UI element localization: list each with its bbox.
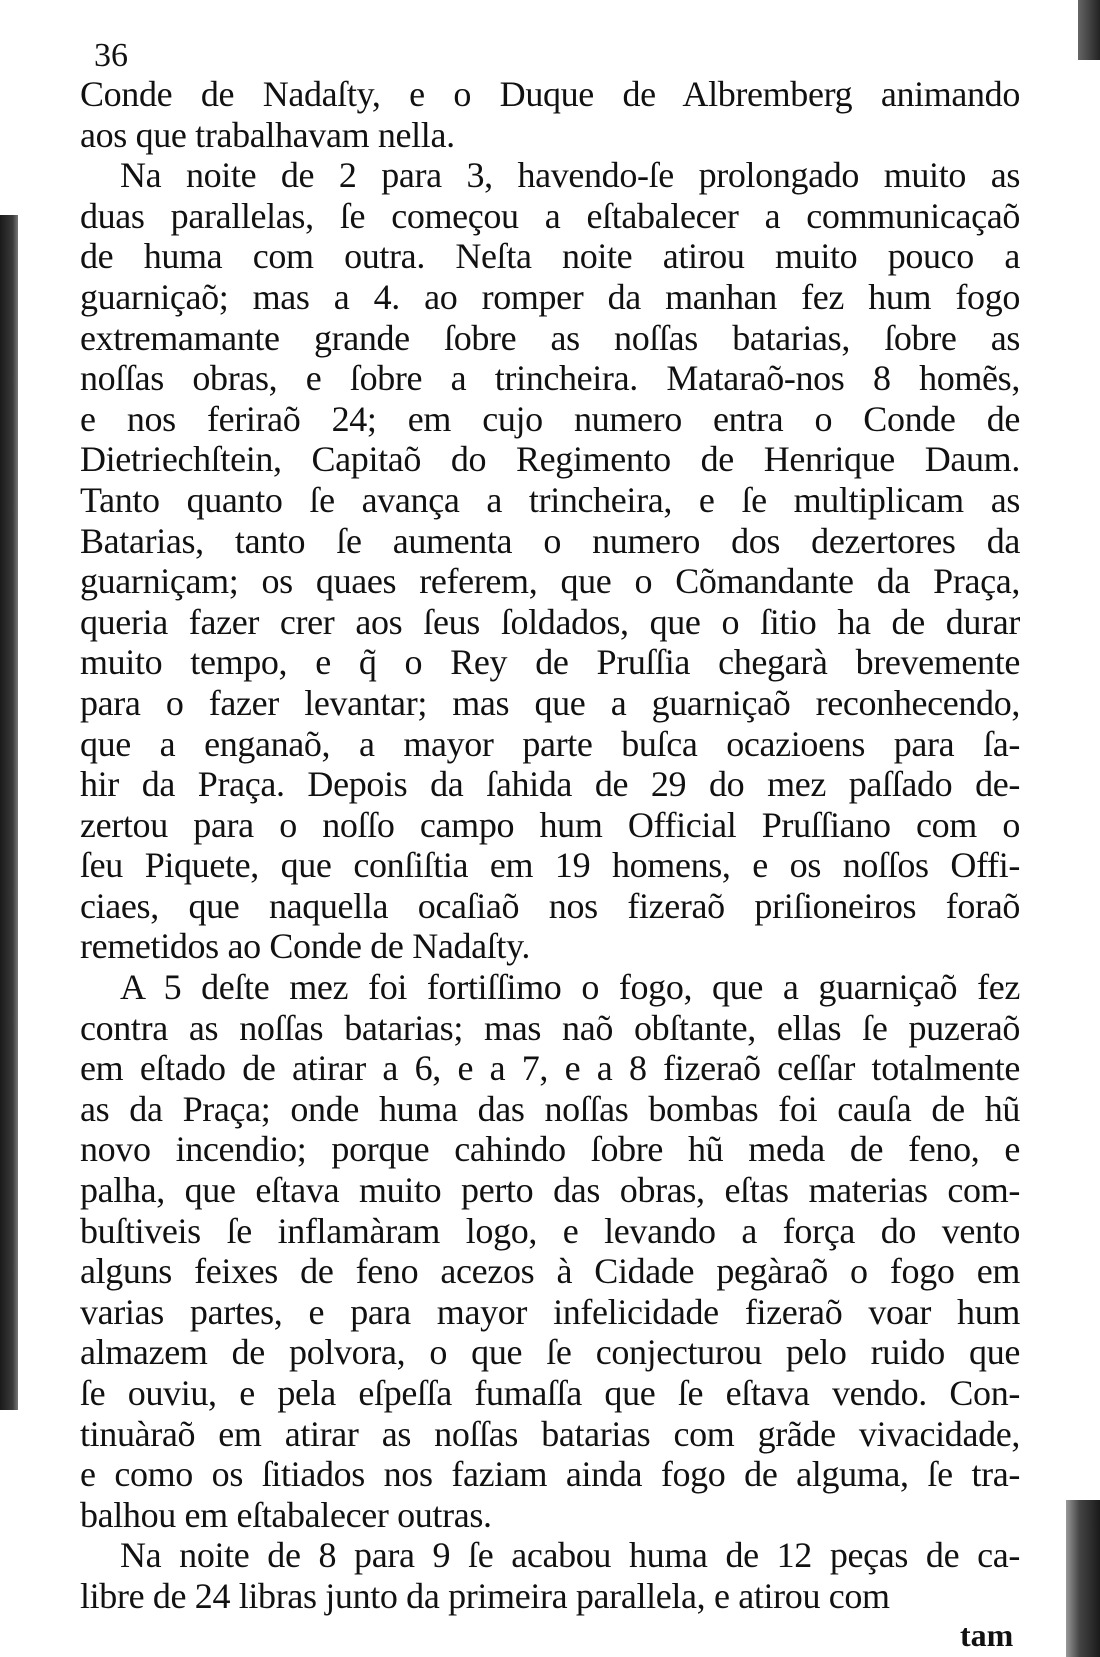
text-line: Na noite de 2 para 3, havendo-ſe prolongado muito as	[120, 155, 1020, 196]
text-line: novo incendio; porque cahindo ſobre hũ meda de feno, e	[80, 1129, 1020, 1170]
text-line: buſtiveis ſe inflamàram logo, e levando a força do vento	[80, 1210, 1020, 1251]
paragraph	[80, 74, 1020, 155]
text-line: Conde de Nadaſty, e o Duque de Albremberg animando	[80, 74, 1020, 114]
page-binding-shadow-left	[0, 215, 18, 1410]
text-line: A 5 deſte mez foi fortiſſimo o fogo, que a guarniçaõ fez	[120, 967, 1020, 1008]
text-line: extremamante grande ſobre as noſſas batarias, ſobre as	[80, 317, 1020, 358]
book-page	[80, 38, 1020, 1617]
text-line: zertou para o noſſo campo hum Official Pruſſiano com o	[80, 804, 1020, 845]
text-line: guarniçaõ; mas a 4. ao romper da manhan fez hum fogo	[80, 276, 1020, 317]
text-line: alguns feixes de feno acezos à Cidade pegàraõ o fogo em	[80, 1251, 1020, 1292]
text-line: almazem de polvora, o que ſe conjecturou pelo ruido que	[80, 1332, 1020, 1373]
paragraph	[80, 1535, 1020, 1616]
paragraph	[80, 967, 1020, 1535]
text-line: ſeu Piquete, que conſiſtia em 19 homens, e os noſſos Offi-	[80, 845, 1020, 886]
catchword: tam	[960, 1617, 1014, 1653]
text-line: aos que trabalhavam nella.	[80, 114, 455, 155]
text-line: que a enganaõ, a mayor parte buſca ocazioens para ſa-	[80, 723, 1020, 764]
text-line: as da Praça; onde huma das noſſas bombas foi cauſa de hũ	[80, 1088, 1020, 1129]
text-line: hir da Praça. Depois da ſahida de 29 do mez paſſado de-	[80, 764, 1020, 805]
text-line: em eſtado de atirar a 6, e a 7, e a 8 fizeraõ ceſſar totalmente	[80, 1048, 1020, 1089]
page-edge-shadow-top-right	[1078, 0, 1100, 60]
text-line: Tanto quanto ſe avança a trincheira, e ſe multiplicam as	[80, 479, 1020, 520]
page-edge-shadow-bottom-right	[1066, 1500, 1100, 1657]
text-line: palha, que eſtava muito perto das obras, eſtas materias com-	[80, 1170, 1020, 1211]
text-line: varias partes, e para mayor infelicidade fizeraõ voar hum	[80, 1291, 1020, 1332]
text-line: libre de 24 libras junto da primeira parallela, e atirou com	[80, 1575, 890, 1616]
text-line: e como os ſitiados nos faziam ainda fogo de alguma, ſe tra-	[80, 1454, 1020, 1495]
text-line: muito tempo, e q̃ o Rey de Pruſſia chegarà brevemente	[80, 642, 1020, 683]
text-line: ciaes, que naquella ocaſiaõ nos fizeraõ priſioneiros foraõ	[80, 885, 1020, 926]
text-line: de huma com outra. Neſta noite atirou muito pouco a	[80, 236, 1020, 277]
text-line: tinuàraõ em atirar as noſſas batarias com grãde vivacidade,	[80, 1413, 1020, 1454]
text-line: remetidos ao Conde de Nadaſty.	[80, 926, 531, 967]
text-line: para o fazer levantar; mas que a guarniçaõ reconhecendo,	[80, 682, 1020, 723]
text-line: Dietriechſtein, Capitaõ do Regimento de Henrique Daum.	[80, 439, 1020, 480]
text-line: Na noite de 8 para 9 ſe acabou huma de 12 peças de ca-	[120, 1535, 1020, 1576]
text-line: ſe ouviu, e pela eſpeſſa fumaſſa que ſe eſtava vendo. Con-	[80, 1373, 1020, 1413]
page-number: 36	[94, 37, 128, 74]
text-line: guarniçam; os quaes referem, que o Cõmandante da Praça,	[80, 561, 1020, 602]
text-line: e nos feriraõ 24; em cujo numero entra o Conde de	[80, 398, 1020, 439]
text-line: noſſas obras, e ſobre a trincheira. Mataraõ-nos 8 homẽs,	[80, 358, 1020, 399]
text-line: contra as noſſas batarias; mas naõ obſtante, ellas ſe puzeraõ	[80, 1007, 1020, 1048]
paragraph	[80, 155, 1020, 967]
text-line: duas parallelas, ſe começou a eſtabalecer a communicaçaõ	[80, 195, 1020, 236]
text-line: queria fazer crer aos ſeus ſoldados, que o ſitio ha de durar	[80, 601, 1020, 642]
text-line: balhou em eſtabalecer outras.	[80, 1494, 492, 1535]
text-line: Batarias, tanto ſe aumenta o numero dos dezertores da	[80, 520, 1020, 561]
page-body-text	[80, 74, 1020, 1617]
